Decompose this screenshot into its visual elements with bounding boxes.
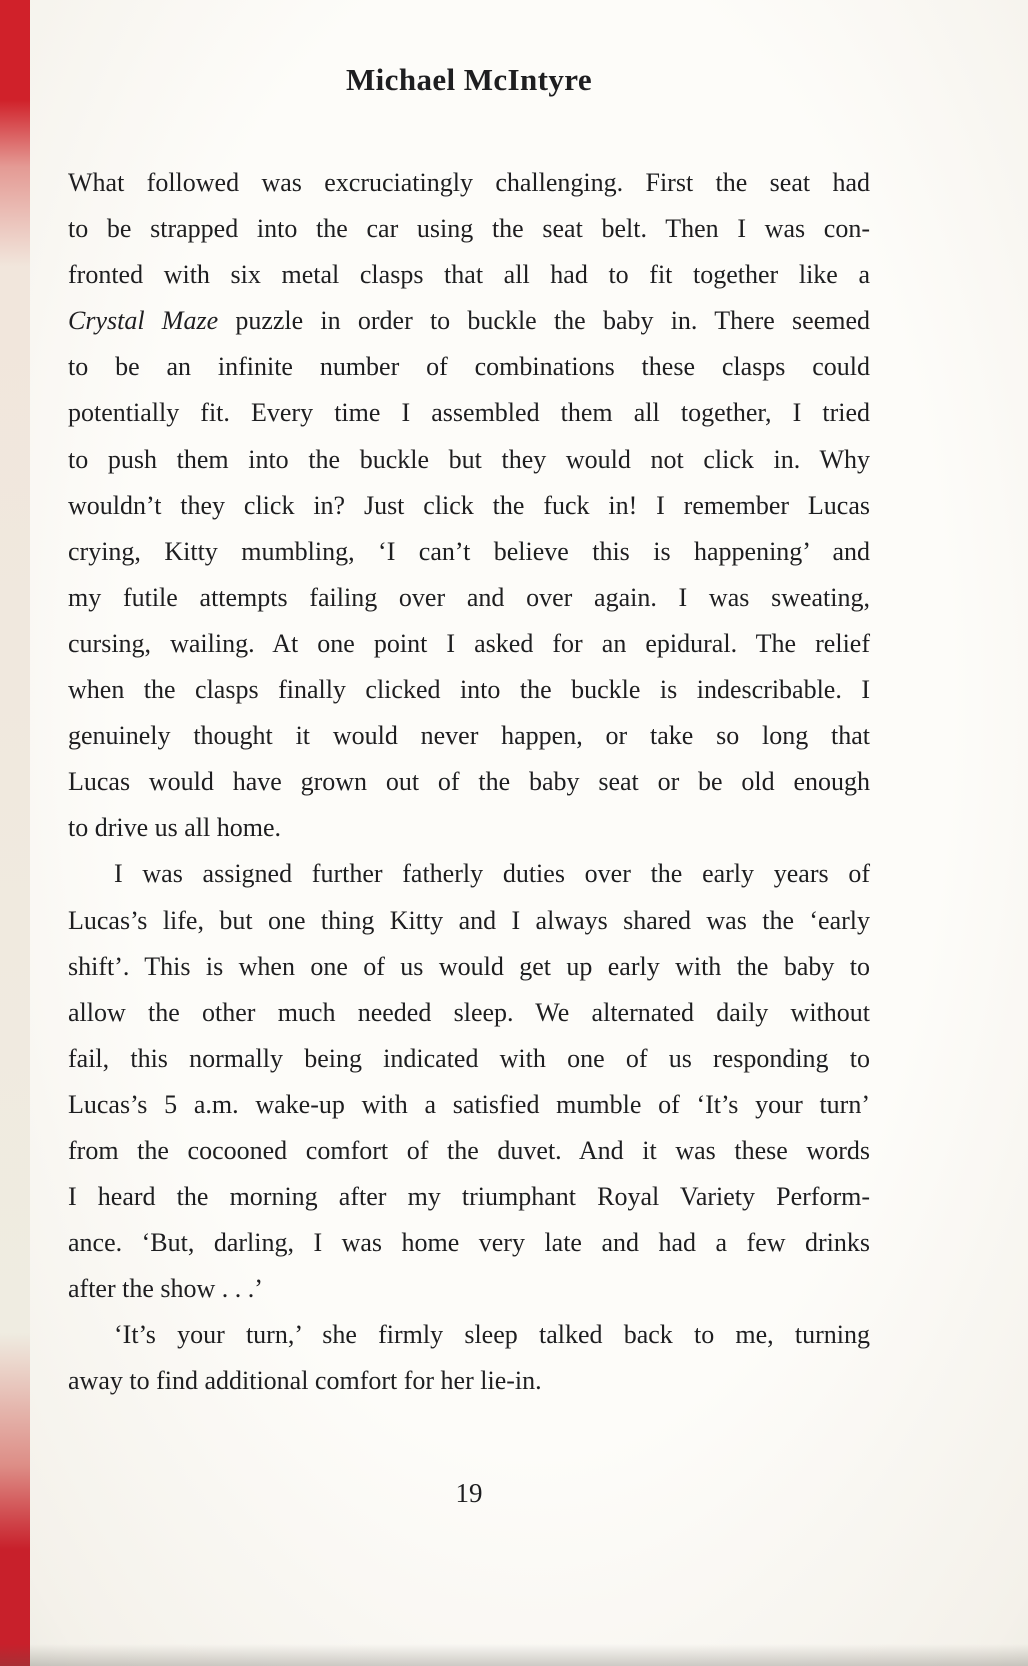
text-segment: to be an infinite number of combinations these clasps could	[68, 352, 870, 382]
page-number: 19	[455, 1478, 483, 1508]
text-segment: when the clasps finally clicked into the buckle is indescribable. I	[68, 675, 870, 705]
text-line	[68, 713, 870, 759]
text-segment: away to find additional comfort for her lie-in.	[68, 1366, 542, 1396]
text-line	[68, 252, 870, 298]
text-line	[68, 1220, 870, 1266]
text-segment: to push them into the buckle but they would not click in. Why	[68, 444, 870, 474]
text-segment: to be strapped into the car using the seat belt. Then I was con-	[68, 214, 870, 244]
text-segment: Lucas would have grown out of the baby seat or be old enough	[68, 767, 870, 797]
page-bottom-shadow	[0, 1644, 1028, 1666]
text-segment: I heard the morning after my triumphant Royal Variety Perform-	[68, 1182, 870, 1212]
text-line	[68, 1266, 870, 1312]
text-segment: genuinely thought it would never happen, or take so long that	[68, 721, 870, 751]
text-line	[68, 1082, 870, 1128]
text-segment: from the cocooned comfort of the duvet. And it was these words	[68, 1135, 870, 1165]
text-line	[68, 575, 870, 621]
text-line	[68, 298, 870, 344]
text-segment: Lucas’s life, but one thing Kitty and I always shared was the ‘early	[68, 905, 870, 935]
text-segment: shift’. This is when one of us would get up early with the baby to	[68, 951, 870, 981]
text-segment: crying, Kitty mumbling, ‘I can’t believe this is happening’ and	[68, 536, 870, 566]
text-line	[68, 1358, 870, 1404]
text-line	[68, 160, 870, 206]
text-line	[68, 437, 870, 483]
text-segment: allow the other much needed sleep. We alternated daily without	[68, 997, 870, 1027]
text-line	[68, 759, 870, 805]
text-line	[68, 990, 870, 1036]
text-line	[68, 1128, 870, 1174]
text-segment: Lucas’s 5 a.m. wake-up with a satisfied mumble of ‘It’s your turn’	[68, 1089, 870, 1119]
text-segment: cursing, wailing. At one point I asked for an epidural. The relief	[68, 628, 870, 658]
text-segment: fronted with six metal clasps that all had to fit together like a	[68, 260, 870, 290]
text-line	[68, 483, 870, 529]
text-line	[68, 805, 870, 851]
italic-text-segment: Crystal Maze	[68, 306, 219, 336]
text-line	[68, 390, 870, 436]
text-segment: potentially fit. Every time I assembled them all together, I tried	[68, 398, 870, 428]
text-segment: ance. ‘But, darling, I was home very late and had a few drinks	[68, 1228, 870, 1258]
text-segment: puzzle in order to buckle the baby in. There seemed	[218, 306, 871, 336]
text-segment: wouldn’t they click in? Just click the fuck in! I remember Lucas	[68, 490, 870, 520]
text-segment: after the show . . .’	[68, 1274, 263, 1304]
text-segment: What followed was excruciatingly challenging. First the seat had	[68, 168, 870, 197]
text-line	[68, 206, 870, 252]
text-segment: fail, this normally being indicated with one of us responding to	[68, 1043, 870, 1073]
running-header: Michael McIntyre	[346, 62, 592, 97]
text-line	[68, 529, 870, 575]
text-line	[68, 851, 870, 897]
text-line	[68, 1312, 870, 1358]
text-segment: I was assigned further fatherly duties over the early years of	[114, 859, 870, 889]
text-line	[68, 667, 870, 713]
body-text	[68, 160, 870, 1405]
text-line	[68, 1174, 870, 1220]
text-line	[68, 1036, 870, 1082]
text-segment: ‘It’s your turn,’ she firmly sleep talked back to me, turning	[114, 1320, 870, 1350]
text-line	[68, 344, 870, 390]
text-line	[68, 898, 870, 944]
red-cover-edge	[0, 0, 30, 1666]
text-line	[68, 621, 870, 667]
text-line	[68, 944, 870, 990]
text-segment: to drive us all home.	[68, 813, 282, 843]
text-segment: my futile attempts failing over and over again. I was sweating,	[68, 582, 870, 612]
